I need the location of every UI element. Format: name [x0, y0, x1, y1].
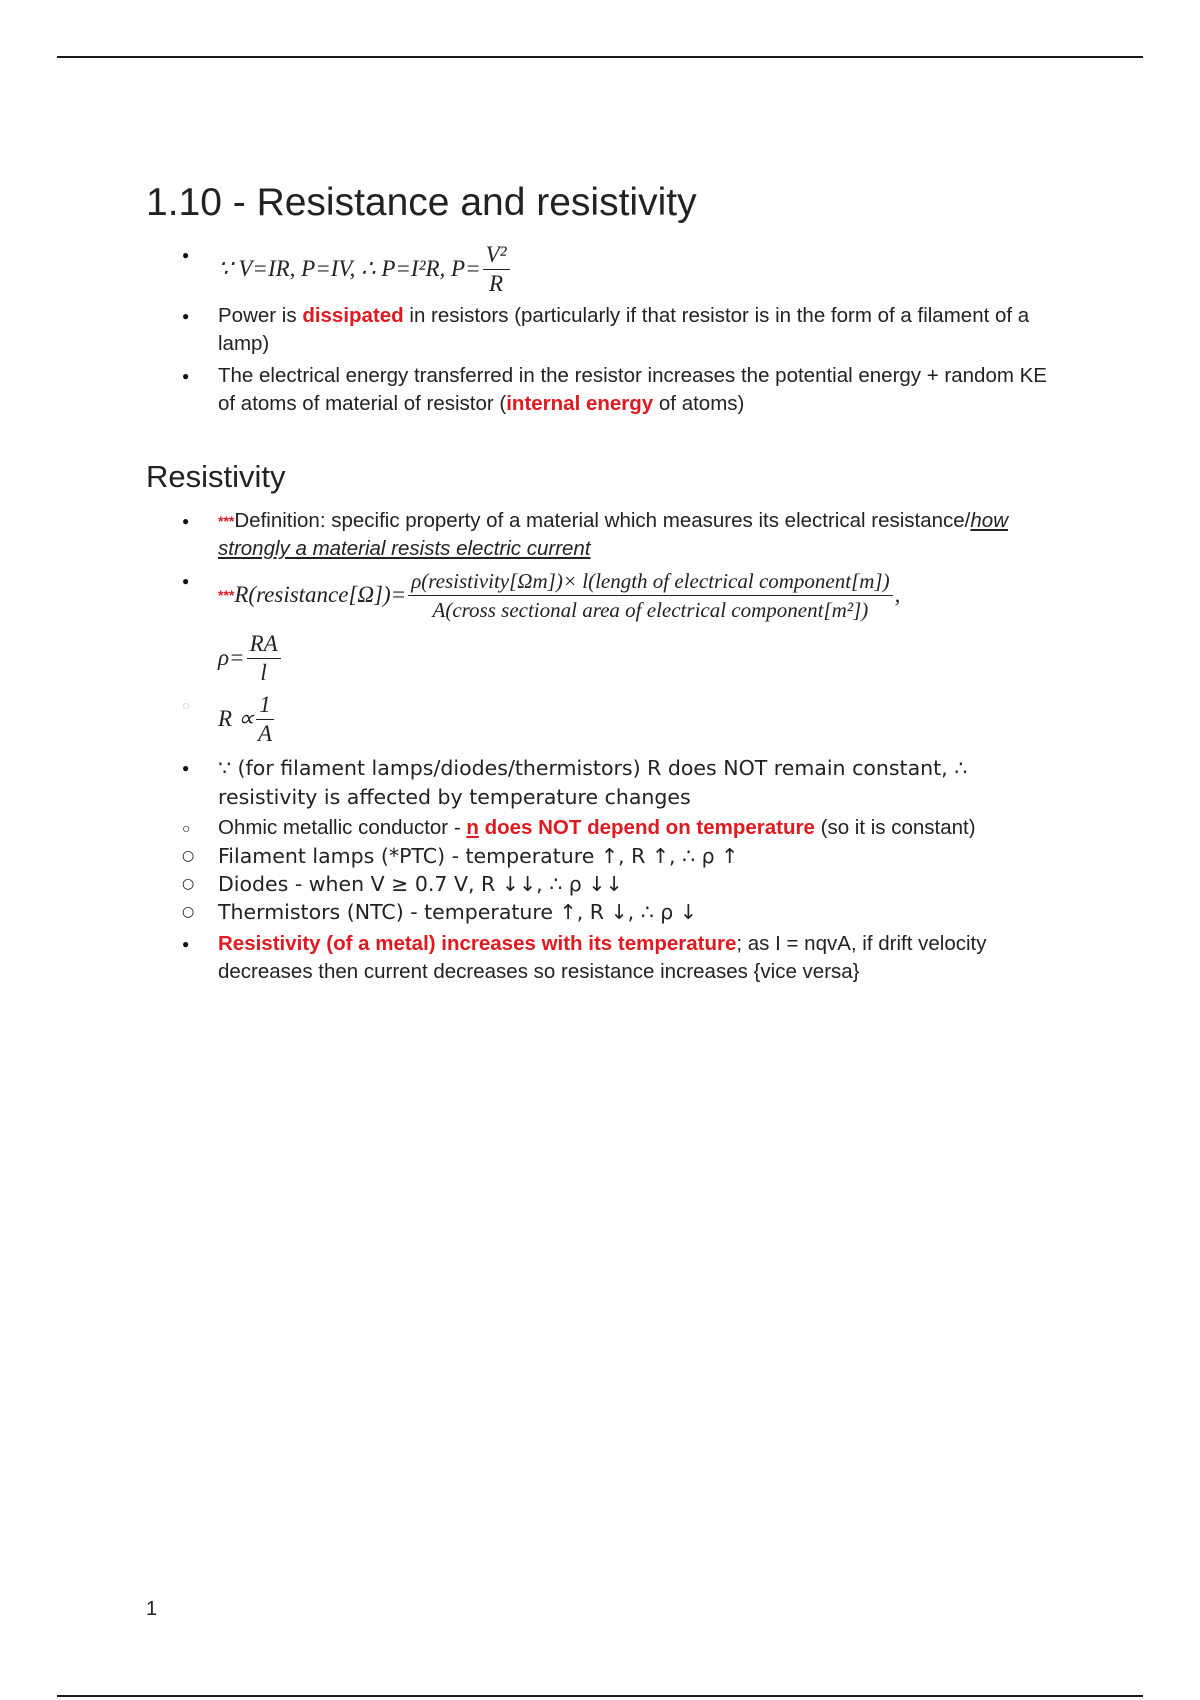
rho-lhs: ρ= — [218, 645, 245, 671]
list-item — [146, 507, 1066, 563]
formula-comma: , — [894, 582, 901, 608]
text: ; as I = nqvA, if drift velocity decreases then current decreases so resistance increases {vice versa} — [218, 931, 987, 983]
power-equation: ● ∵ V=IR, P=IV, ∴ P=I²R, P= — [218, 256, 481, 282]
section-title-resistivity: Resistivity — [146, 458, 286, 494]
list-item — [146, 362, 1066, 418]
proportionality-list — [146, 691, 1066, 748]
list-item — [146, 691, 1066, 748]
list-item: ○ Diodes - when V ≥ 0.7 V, R ↓↓, ∴ ρ ↓↓ — [146, 870, 1066, 898]
resistivity-bullet-list — [146, 507, 1066, 624]
footer-rule — [57, 1695, 1143, 1697]
resistance-fraction — [408, 567, 892, 624]
power-fraction — [483, 241, 510, 298]
fraction-denominator: A — [257, 720, 273, 746]
temperature-text: ∵ (for filament lamps/diodes/thermistors) R does NOT remain constant, ∴ resistivity is affected by temperature changes — [218, 755, 968, 809]
document-body — [146, 180, 1066, 990]
definition-italic: how strongly a material resists electric current — [218, 508, 1008, 560]
text: The electrical energy transferred in the resistor increases the potential energy + random KE of atoms of material of resistor ( — [218, 363, 1047, 415]
rho-formula — [146, 630, 1066, 687]
prop-lhs: ○ R ∝ — [218, 706, 255, 732]
list-item: ○ Thermistors (NTC) - temperature ↑, R ↓, ∴ ρ ↓ — [146, 898, 1066, 926]
highlight-dissipated: dissipated — [302, 303, 404, 327]
text: (so it is constant) — [814, 815, 976, 839]
list-item — [146, 567, 1066, 624]
fraction-numerator: RA — [247, 630, 281, 659]
highlight-n: n — [466, 815, 479, 839]
fraction-denominator: l — [260, 659, 267, 685]
important-stars: ● *** — [218, 587, 235, 604]
rho-fraction — [247, 630, 281, 687]
list-item — [146, 930, 1066, 986]
resistance-lhs: R(resistance[Ω])= — [234, 582, 407, 608]
highlight-not-depend: does NOT depend on temperature — [478, 815, 815, 839]
text: in resistors (particularly if that resistor is in the form of a filament of a lamp) — [218, 303, 1030, 355]
definition-text: Definition: specific property of a material which measures its electrical resistance/ — [234, 508, 971, 532]
fraction-denominator: A(cross sectional area of electrical component[m²]) — [432, 597, 869, 622]
text: Power is — [218, 303, 303, 327]
fraction-numerator: 1 — [256, 691, 274, 720]
temperature-sublist — [146, 814, 1066, 926]
text: of atoms) — [653, 391, 745, 415]
list-item — [146, 241, 1066, 298]
important-stars: *** — [218, 512, 235, 529]
header-rule — [57, 56, 1143, 58]
list-item — [146, 754, 1066, 926]
page-title: 1.10 - Resistance and resistivity — [146, 181, 697, 224]
fraction-denominator: R — [489, 270, 504, 296]
highlight-resistivity-temperature: Resistivity (of a metal) increases with its temperature — [218, 931, 737, 955]
temperature-bullet-list — [146, 754, 1066, 986]
list-item — [146, 814, 1066, 842]
page-number: 1 — [146, 1598, 158, 1620]
highlight-internal-energy: internal energy — [506, 391, 654, 415]
list-item: ○ Filament lamps (*PTC) - temperature ↑, R ↑, ∴ ρ ↑ — [146, 842, 1066, 870]
prop-fraction — [256, 691, 274, 748]
intro-bullet-list — [146, 241, 1066, 418]
fraction-numerator: ρ(resistivity[Ωm])× l(length of electrical component[m]) — [408, 567, 892, 596]
fraction-numerator: V² — [483, 241, 510, 270]
list-item — [146, 302, 1066, 358]
text: Ohmic metallic conductor - — [218, 815, 467, 839]
